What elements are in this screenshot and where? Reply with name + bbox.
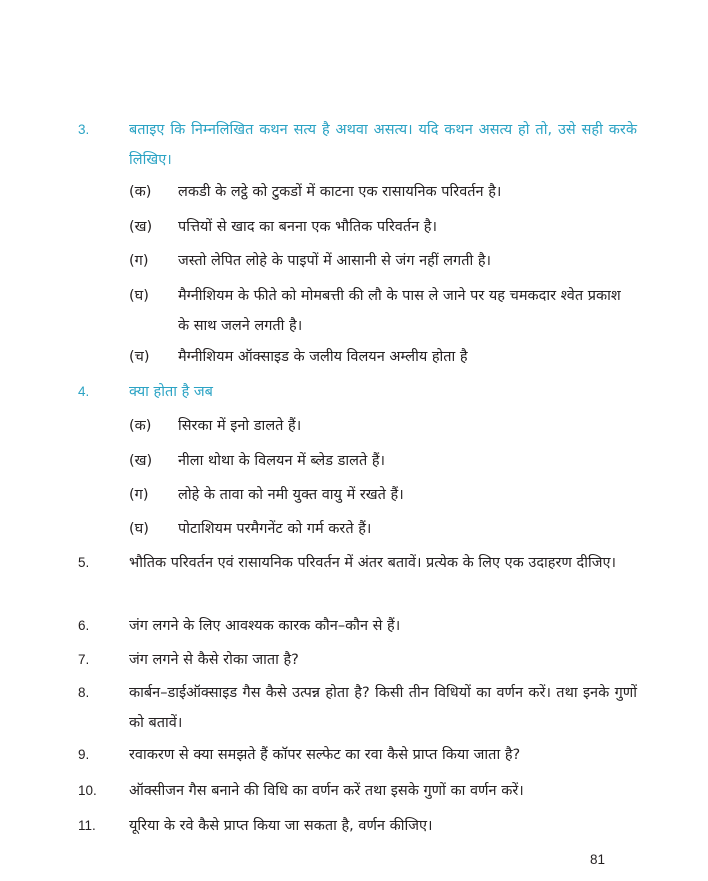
question-number: 10.	[78, 783, 97, 798]
sub-question-label: (घ)	[129, 288, 149, 304]
question-number: 5.	[78, 555, 90, 570]
sub-question-label: (ख)	[129, 453, 153, 469]
question-text: क्या होता है जब	[129, 384, 213, 400]
question-text: रवाकरण से क्या समझते हैं कॉपर सल्फेट का रवा कैसे प्राप्त किया जाता है?	[129, 747, 521, 763]
sub-question-label: (ग)	[129, 487, 149, 503]
sub-question-label: (क)	[129, 418, 152, 434]
question-number: 7.	[78, 652, 90, 667]
sub-question-text: जस्तो लेपित लोहे के पाइपों में आसानी से जंग नहीं लगती है।	[178, 253, 492, 269]
question-text: ऑक्सीजन गैस बनाने की विधि का वर्णन करें तथा इसके गुणों का वर्णन करें।	[129, 783, 524, 799]
sub-question-label: (क)	[129, 184, 152, 200]
question-number: 6.	[78, 618, 90, 633]
question-text: भौतिक परिवर्तन एवं रासायनिक परिवर्तन में अंतर बतावें। प्रत्येक के लिए एक उदाहरण दीजिए।	[129, 555, 616, 571]
question-number: 4.	[78, 384, 90, 399]
sub-question-text: लकडी के लट्ठे को टुकडों में काटना एक रासायनिक परिवर्तन है।	[178, 184, 502, 200]
sub-question-label: (ख)	[129, 219, 153, 235]
question-number: 9.	[78, 747, 90, 762]
sub-question-text: लोहे के तावा को नमी युक्त वायु में रखते हैं।	[178, 487, 404, 503]
question-number: 3.	[78, 122, 90, 137]
sub-question-text: नीला थोथा के विलयन में ब्लेड डालते हैं।	[178, 453, 386, 469]
question-text: बताइए कि निम्नलिखित कथन सत्य है अथवा असत्य। यदि कथन असत्य हो तो, उसे सही करके लिखिए।	[129, 122, 637, 168]
question-text: जंग लगने से कैसे रोका जाता है?	[129, 652, 299, 668]
question-text: यूरिया के रवे कैसे प्राप्त किया जा सकता है, वर्णन कीजिए।	[129, 818, 433, 834]
question-number: 8.	[78, 685, 90, 700]
page-number: 81	[590, 852, 606, 867]
sub-question-text: मैग्नीशियम ऑक्साइड के जलीय विलयन अम्लीय होता है	[178, 349, 468, 365]
sub-question-label: (ग)	[129, 253, 149, 269]
sub-question-text: सिरका में इनो डालते हैं।	[178, 418, 302, 434]
sub-question-label: (च)	[129, 349, 150, 365]
question-text: जंग लगने के लिए आवश्यक कारक कौन–कौन से हैं।	[129, 618, 401, 634]
sub-question-text: पोटाशियम परमैगनेंट को गर्म करते हैं।	[178, 521, 372, 537]
question-number: 11.	[78, 818, 96, 833]
sub-question-text: पत्तियों से खाद का बनना एक भौतिक परिवर्तन है।	[178, 219, 437, 235]
sub-question-label: (घ)	[129, 521, 149, 537]
sub-question-text: मैग्नीशियम के फीते को मोमबत्ती की लौ के पास ले जाने पर यह चमकदार श्वेत प्रकाश के साथ जलने लगती है।	[178, 288, 621, 334]
question-text: कार्बन–डाईऑक्साइड गैस कैसे उत्पन्न होता है? किसी तीन विधियों का वर्णन करें। तथा इनके गुणों को बतावें।	[129, 685, 637, 731]
